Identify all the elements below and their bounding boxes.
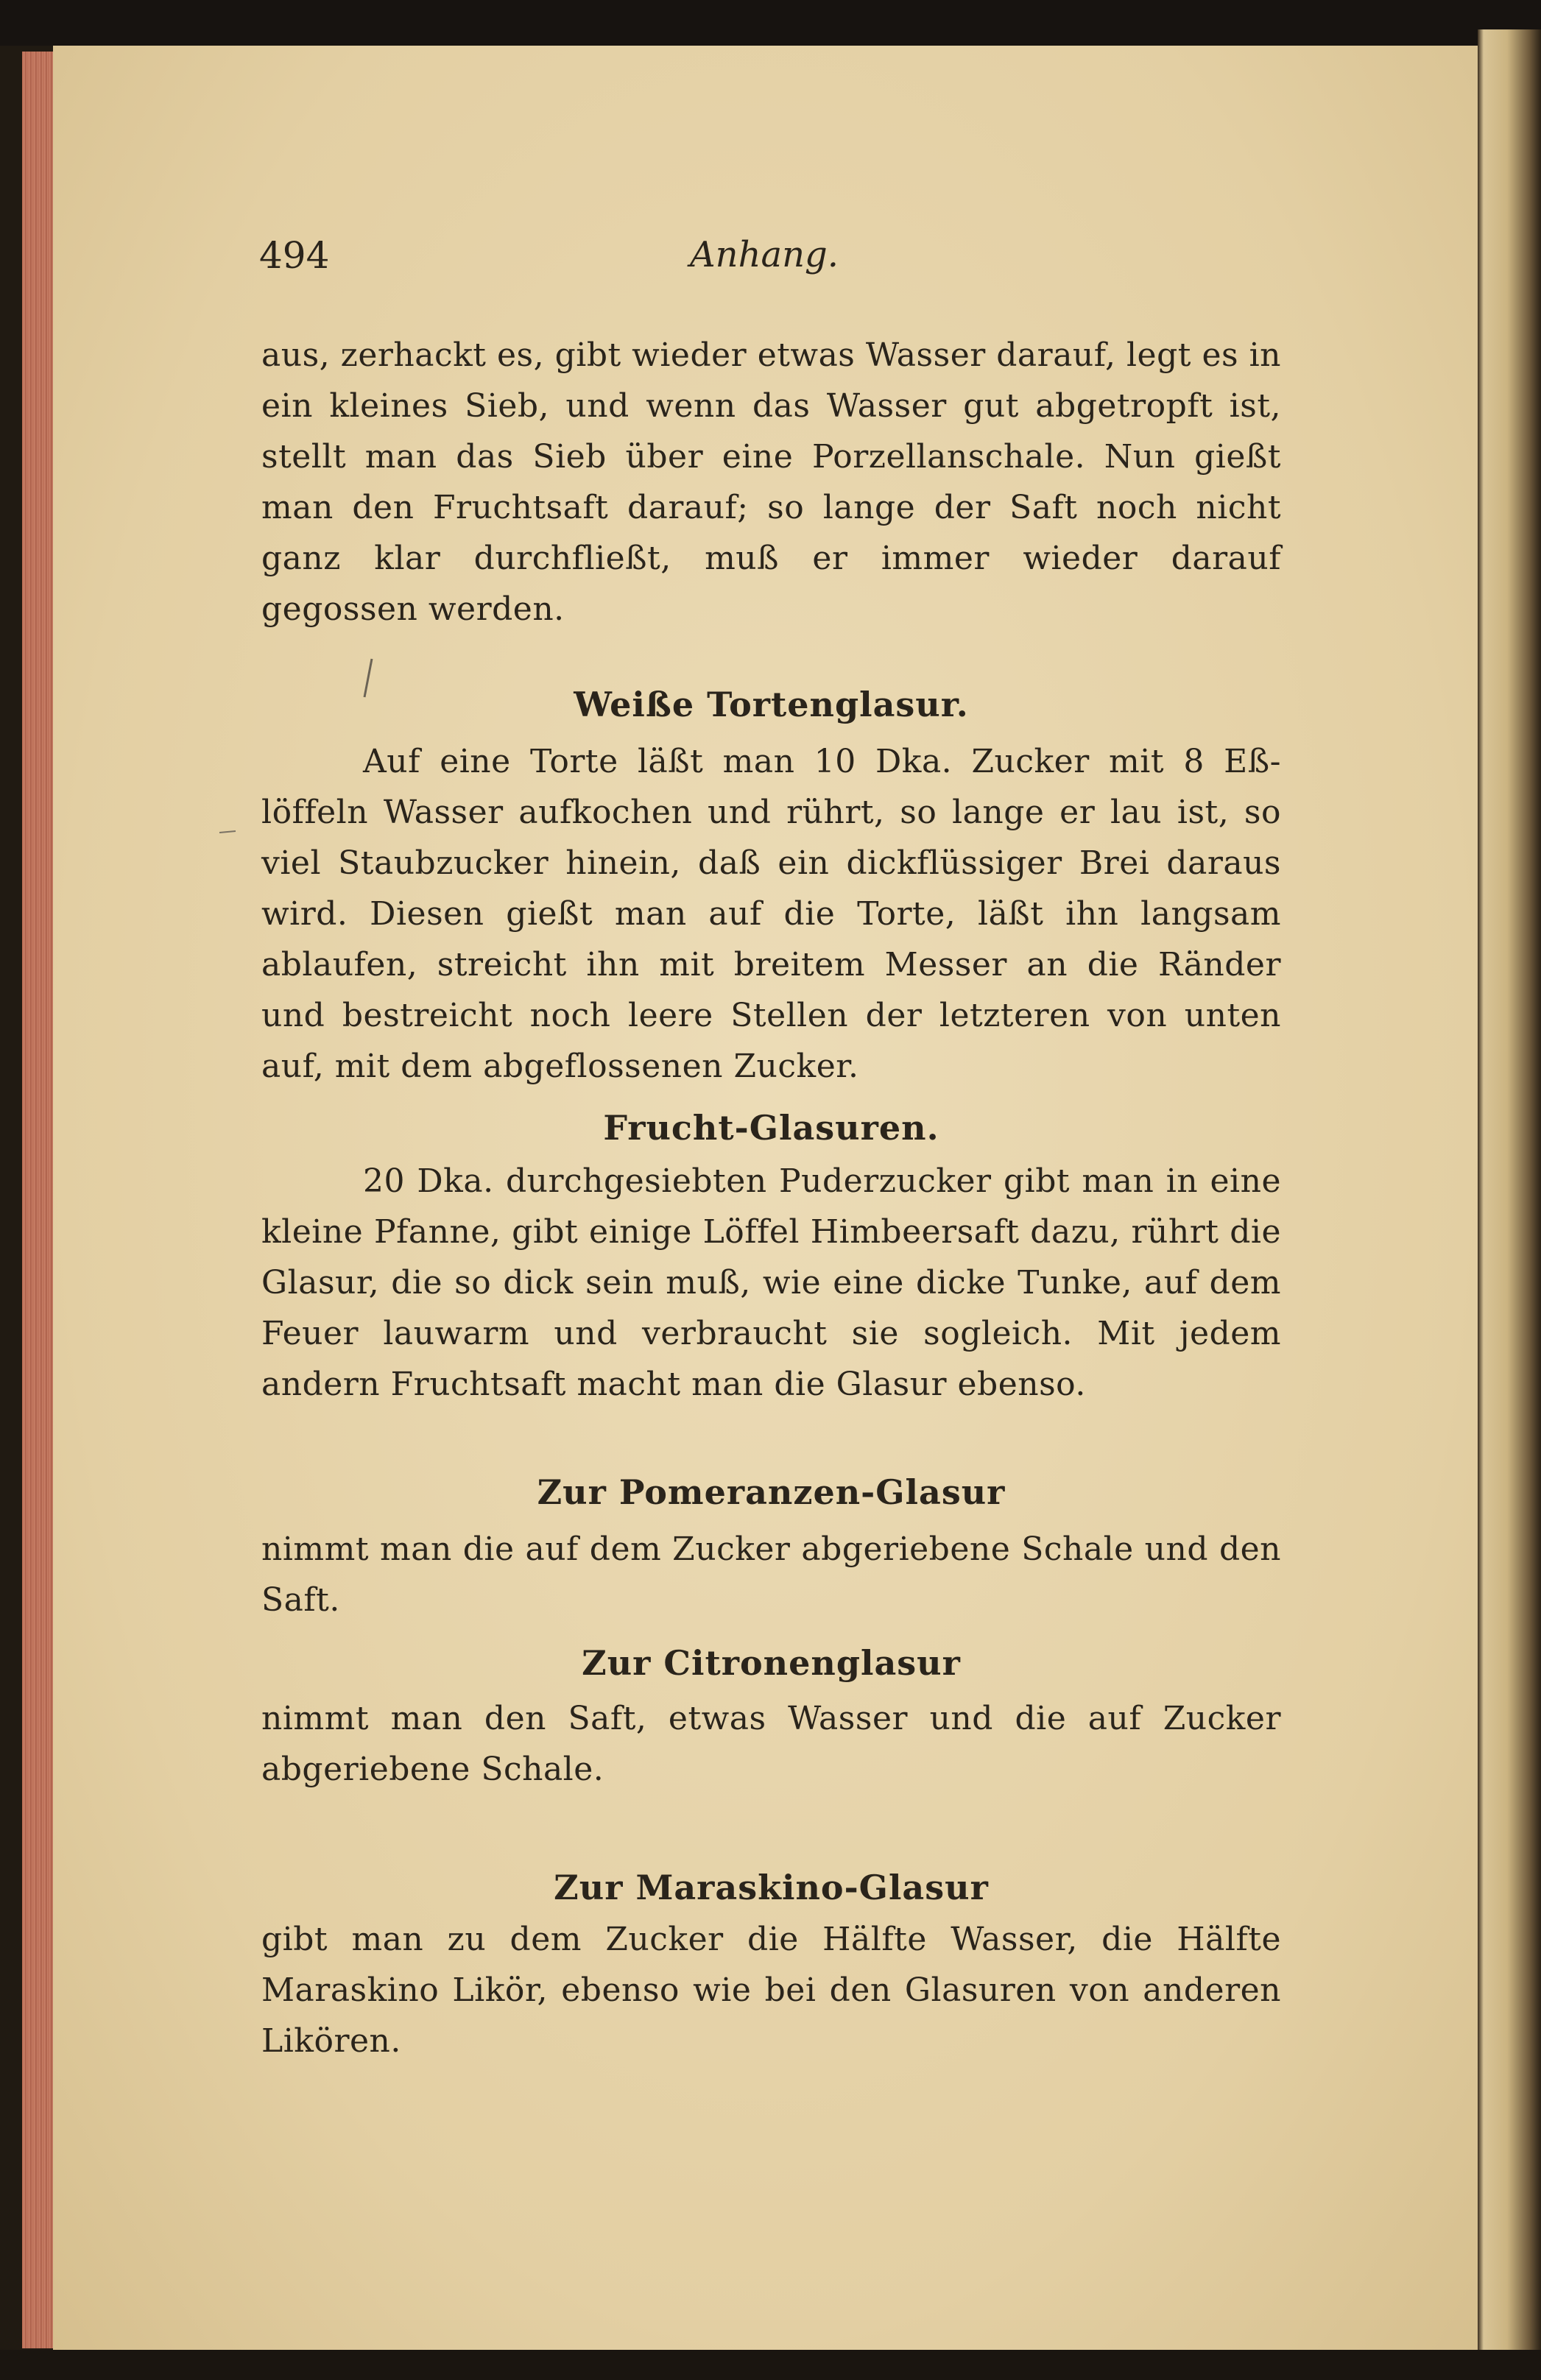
section-heading-pomeranzen-glasur: Zur Pomeranzen-Glasur [537, 1472, 1006, 1512]
running-head-title: Anhang. [690, 234, 839, 275]
scan-background-bottom [0, 2350, 1541, 2380]
book-binding [1478, 29, 1541, 2380]
page-edge-stack [22, 52, 53, 2348]
body-paragraph-continued: aus, zerhackt es, gibt wieder etwas Wasser darauf, legt es in ein kleines Sieb, und wenn das Wasser gut abgetropft ist, stellt man das Sieb über eine Porzellanschale. Nun gießt man den Fruchtsaft darauf; so lange der Saft noch nicht ganz klar durchfließt, muß er immer wieder darauf gegossen werden. [261, 336, 1281, 628]
running-head [259, 234, 1283, 286]
section-heading-frucht-glasuren: Frucht-Glasuren. [603, 1108, 939, 1148]
scan-background-top [0, 0, 1541, 46]
body-paragraph-weisse-tortenglasur: Auf eine Torte läßt man 10 Dka. Zucker mit 8 Eß-löffeln Wasser aufkochen und rührt, so lange er lau ist, so viel Staubzucker hinein, daß ein dickflüssiger Brei daraus wird. Diesen gießt man auf die Torte, läßt ihn langsam ablaufen, streicht ihn mit breitem Messer an die Ränder und bestreicht noch leere Stellen der letzteren von unten auf, mit dem abgeflossenen Zucker. [261, 743, 1281, 1085]
section-heading-weisse-tortenglasur: Weiße Tortenglasur. [574, 685, 969, 724]
page-number: 494 [259, 234, 330, 277]
pencil-mark [218, 828, 237, 836]
body-paragraph-pomeranzen-glasur: nimmt man die auf dem Zucker abgeriebene Schale und den Saft. [261, 1530, 1281, 1619]
body-paragraph-citronenglasur: nimmt man den Saft, etwas Wasser und die auf Zucker abgeriebene Schale. [261, 1700, 1281, 1788]
section-heading-citronenglasur: Zur Citronenglasur [582, 1643, 961, 1683]
body-paragraph-frucht-glasuren: 20 Dka. durchgesiebten Puderzucker gibt man in eine kleine Pfanne, gibt einige Löffel Himbeersaft dazu, rührt die Glasur, die so dick sein muß, wie eine dicke Tunke, auf dem Feuer lauwarm und verbraucht sie sogleich. Mit jedem andern Fruchtsaft macht man die Glasur ebenso. [261, 1162, 1281, 1403]
section-heading-maraskino-glasur: Zur Maraskino-Glasur [554, 1868, 989, 1907]
body-paragraph-maraskino-glasur: gibt man zu dem Zucker die Hälfte Wasser, die Hälfte Maraskino Likör, ebenso wie bei den Glasuren von anderen Likören. [261, 1921, 1281, 2060]
